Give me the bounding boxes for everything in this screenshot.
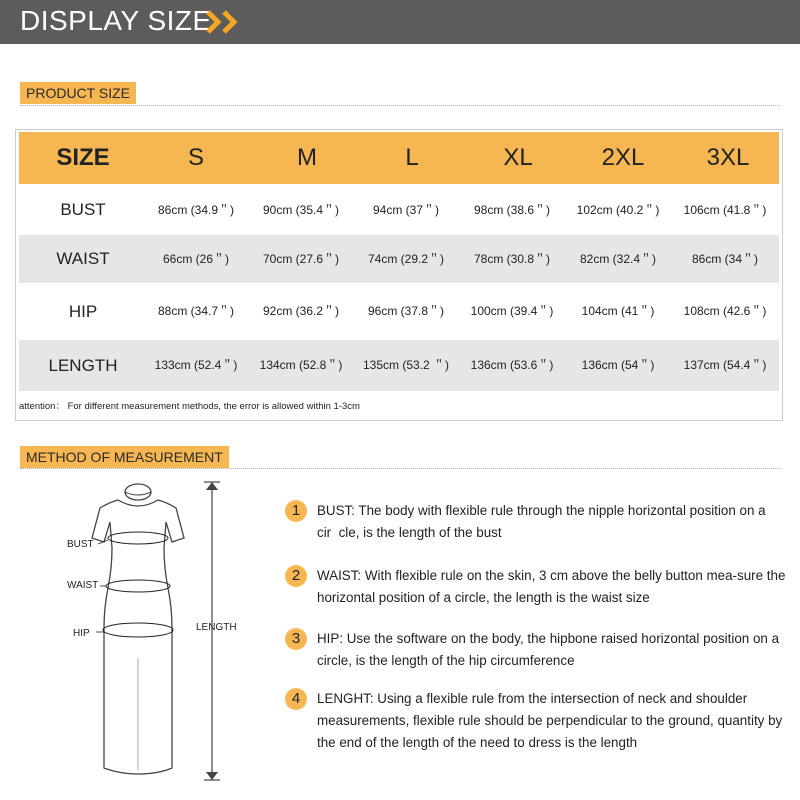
figure-label-bust: BUST <box>67 539 94 550</box>
header-cell: XL <box>503 144 533 171</box>
header-cell: L <box>405 144 419 171</box>
dress-figure <box>60 478 260 788</box>
table-cell: 96cm (37.8＂) <box>367 304 445 318</box>
figure-label-length: LENGTH <box>196 622 237 633</box>
row-label: WAIST <box>56 249 110 268</box>
table-cell: 66cm (26＂) <box>162 252 230 266</box>
product-size-label: PRODUCT SIZE <box>20 82 136 104</box>
row-label: LENGTH <box>48 356 118 375</box>
figure-label-waist: WAIST <box>67 580 99 591</box>
table-cell: 78cm (30.8＂) <box>473 252 551 266</box>
step-number-badge: 1 <box>285 500 307 522</box>
divider <box>20 105 780 106</box>
table-cell: 104cm (41＂) <box>581 304 655 318</box>
table-cell: 137cm (54.4＂) <box>683 358 767 372</box>
size-table <box>15 129 783 421</box>
table-cell: 136cm (54＂) <box>581 358 655 372</box>
table-row <box>19 284 779 339</box>
table-cell: 70cm (27.6＂) <box>262 252 340 266</box>
table-cell: 100cm (39.4＂) <box>470 304 554 318</box>
header-cell-size: SIZE <box>56 144 110 171</box>
method-text: LENGHT: Using a flexible rule from the intersection of neck and shoulder measurements, flexible rule should be perpendicular to the ground, quantity by the end of the length of the need to dress is the length <box>317 691 783 750</box>
header-cell: 3XL <box>706 144 750 171</box>
step-number-badge: 4 <box>285 688 307 710</box>
table-cell: 74cm (29.2＂) <box>367 252 445 266</box>
row-label: BUST <box>60 200 106 219</box>
method-text: BUST: The body with flexible rule through the nipple horizontal position on a cir cle, is the length of the bust <box>317 503 766 540</box>
table-cell: 106cm (41.8＂) <box>683 203 767 217</box>
table-cell: 90cm (35.4＂) <box>262 203 340 217</box>
header-banner <box>0 0 800 44</box>
table-row <box>19 186 779 234</box>
divider <box>20 468 780 469</box>
table-cell: 86cm (34.9＂) <box>157 203 235 217</box>
header-cell: 2XL <box>601 144 645 171</box>
table-cell: 134cm (52.8＂) <box>259 358 343 372</box>
header-cell: S <box>187 144 204 171</box>
table-cell: 88cm (34.7＂) <box>157 304 235 318</box>
header-cell: M <box>297 144 317 171</box>
table-row <box>19 235 779 283</box>
table-header <box>19 132 779 184</box>
double-chevron-right-icon <box>206 10 246 34</box>
method-text: HIP: Use the software on the body, the hipbone raised horizontal position on a circle, is the length of the hip circumference <box>317 631 780 668</box>
table-cell: 82cm (32.4＂) <box>579 252 657 266</box>
method-label: METHOD OF MEASUREMENT <box>20 446 229 468</box>
table-cell: 94cm (37＂) <box>372 203 440 217</box>
table-cell: 136cm (53.6＂) <box>470 358 554 372</box>
table-cell: 133cm (52.4＂) <box>154 358 238 372</box>
step-number-badge: 3 <box>285 628 307 650</box>
table-cell: 92cm (36.2＂) <box>262 304 340 318</box>
table-row <box>19 340 779 391</box>
figure-label-hip: HIP <box>73 628 90 639</box>
attention-note: attention： For different measurement methods, the error is allowed within 1-3cm <box>19 401 360 412</box>
step-number-badge: 2 <box>285 565 307 587</box>
table-cell: 135cm (53.2 ＂) <box>362 358 450 372</box>
table-cell: 98cm (38.6＂) <box>473 203 551 217</box>
method-text: WAIST: With flexible rule on the skin, 3 cm above the belly button mea-sure the horizontal position of a circle, the length is the waist size <box>317 568 786 605</box>
table-cell: 102cm (40.2＂) <box>576 203 660 217</box>
page-title: DISPLAY SIZE <box>20 5 212 36</box>
row-label: HIP <box>68 302 98 321</box>
table-cell: 108cm (42.6＂) <box>683 304 767 318</box>
table-cell: 86cm (34＂) <box>691 252 759 266</box>
